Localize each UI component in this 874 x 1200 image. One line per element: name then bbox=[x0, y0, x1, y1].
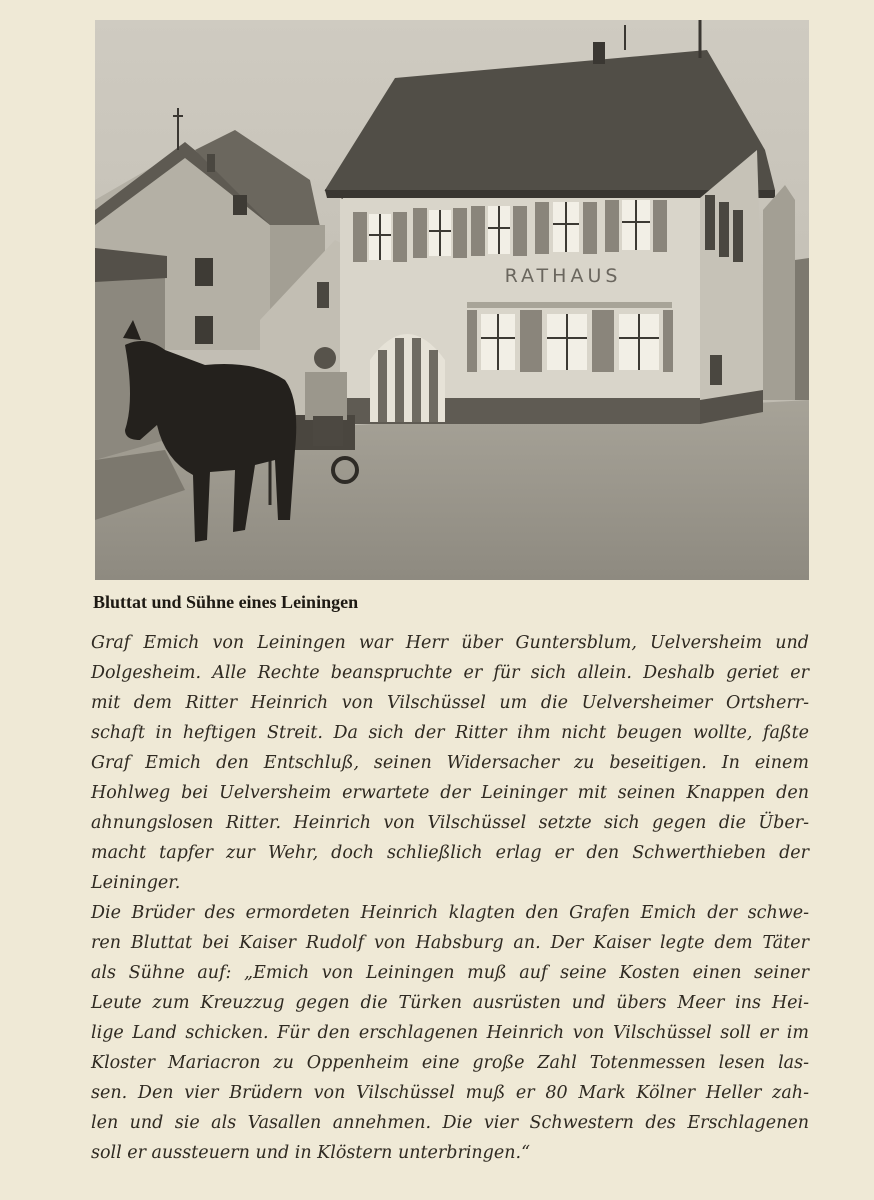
body-line: Leute zum Kreuzzug gegen die Türken ausrüsten und übers Meer ins Hei- bbox=[91, 993, 809, 1013]
body-line: ahnungslosen Ritter. Heinrich von Vilschüssel setzte sich gegen die Über- bbox=[91, 813, 809, 833]
body-line: Dolgesheim. Alle Rechte beanspruchte er für sich allein. Deshalb geriet er bbox=[91, 663, 809, 683]
body-line: macht tapfer zur Wehr, doch schließlich erlag er den Schwerthieben der bbox=[91, 843, 809, 863]
body-line: sen. Den vier Brüdern von Vilschüssel muß er 80 Mark Kölner Heller zah- bbox=[91, 1083, 809, 1103]
body-line: Die Brüder des ermordeten Heinrich klagten den Grafen Emich der schwe- bbox=[91, 903, 809, 923]
article-title: Bluttat und Sühne eines Leiningen bbox=[93, 592, 359, 612]
rathaus-sign: RATHAUS bbox=[504, 265, 622, 287]
body-line: schaft in heftigen Streit. Da sich der Ritter ihm nicht beugen wollte, faßte bbox=[91, 723, 809, 743]
article-body bbox=[91, 628, 809, 1168]
body-line: len und sie als Vasallen annehmen. Die vier Schwestern des Erschlagenen bbox=[91, 1113, 809, 1133]
body-line: Leininger. bbox=[91, 873, 181, 893]
body-line: Graf Emich von Leiningen war Herr über Guntersblum, Uelversheim und bbox=[91, 633, 809, 653]
body-line: Hohlweg bei Uelversheim erwartete der Leininger mit seinen Knappen den bbox=[91, 783, 809, 803]
body-line: soll er aussteuern und in Klöstern unterbringen.“ bbox=[91, 1143, 531, 1163]
body-line: lige Land schicken. Für den erschlagenen Heinrich von Vilschüssel soll er im bbox=[91, 1023, 809, 1043]
body-line: ren Bluttat bei Kaiser Rudolf von Habsburg an. Der Kaiser legte dem Täter bbox=[91, 933, 809, 953]
town-hall-photo bbox=[95, 20, 809, 580]
body-line: Kloster Mariacron zu Oppenheim eine große Zahl Totenmessen lesen las- bbox=[91, 1053, 809, 1073]
body-line: als Sühne auf: „Emich von Leiningen muß auf seine Kosten einen seiner bbox=[91, 963, 809, 983]
body-line: Graf Emich den Entschluß, seinen Widersacher zu beseitigen. In einem bbox=[91, 753, 809, 773]
body-line: mit dem Ritter Heinrich von Vilschüssel um die Uelversheimer Ortsherr- bbox=[91, 693, 809, 713]
